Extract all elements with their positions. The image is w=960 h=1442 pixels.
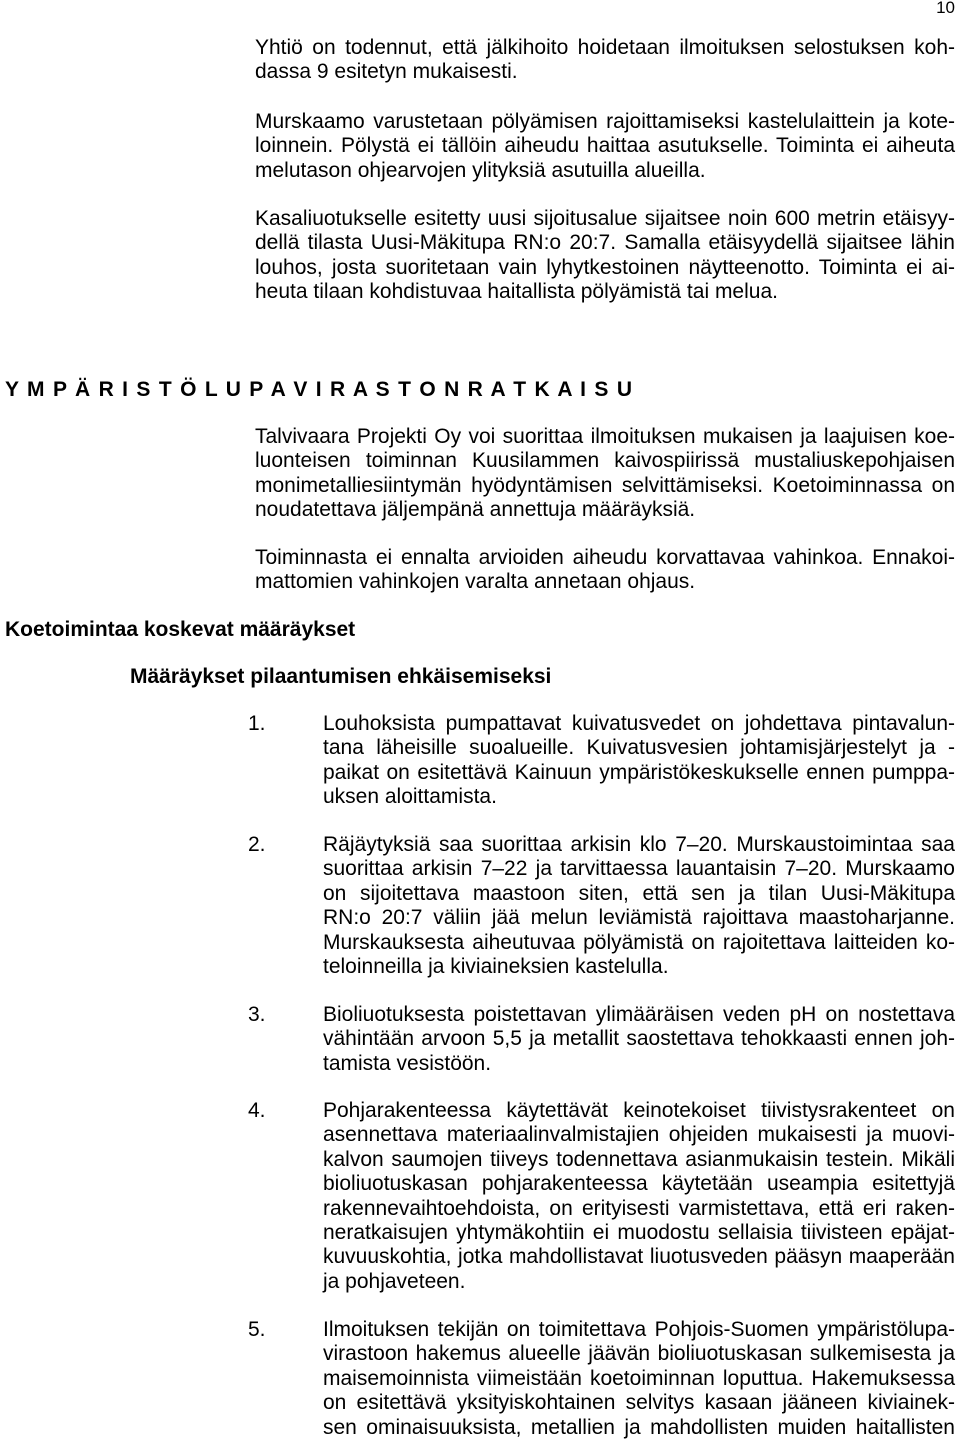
item-line: uksen aloittamista. <box>323 785 497 809</box>
item-line: kuvuuskohtia, jotka mahdollistavat liuotusveden pääsyn maaperään <box>323 1245 955 1269</box>
item-number: 2. <box>248 833 266 856</box>
item-line: Murskauksesta aiheutuvaa pölyämistä on rajoitettava laitteiden ko- <box>323 930 955 954</box>
item-line: sen ominaisuuksista, metallien ja mahdollisten muiden haitallisten <box>323 1415 955 1439</box>
item-line: Ilmoituksen tekijän on toimitettava Pohjois-Suomen ympäristölupa- <box>323 1318 955 1341</box>
paragraph-line: monimetalliesiintymän hyödyntämisen selvittämiseksi. Koetoiminnassa on <box>255 473 955 497</box>
item-line: teloinneilla ja kiviaineksien kastelulla. <box>323 954 669 978</box>
item-text <box>323 1099 955 1294</box>
item-text <box>323 1003 955 1076</box>
item-line: maisemoinnista viimeistään koetoiminnan loputtua. Hakemuksessa <box>323 1366 955 1390</box>
paragraph-line: Toiminnasta ei ennalta arvioiden aiheudu korvattavaa vahinkoa. Ennakoi- <box>255 546 955 569</box>
item-line: on sijoitettava maastoon siten, että sen ja tilan Uusi-Mäkitupa <box>323 881 955 905</box>
item-line: asennettava materiaalinvalmistajien ohjeiden mukaisesti ja muovi- <box>323 1123 955 1147</box>
regulation-item <box>248 712 955 810</box>
decision-paragraph <box>255 425 955 523</box>
paragraph-line: mattomien vahinkojen varalta annetaan ohjaus. <box>255 570 696 594</box>
regulation-item <box>248 1318 955 1440</box>
intro-paragraph <box>255 36 955 85</box>
paragraph-line: louhos, josta suoritetaan vain lyhytkestoinen näytteenotto. Toiminta ei ai- <box>255 255 955 279</box>
regulation-item <box>248 833 955 979</box>
item-number: 1. <box>248 712 266 735</box>
page-number: 10 <box>936 0 955 17</box>
intro-paragraph <box>255 110 955 183</box>
item-line: tamista vesistöön. <box>323 1051 492 1075</box>
regulation-item <box>248 1003 955 1076</box>
paragraph-line: dellä tilasta Uusi-Mäkitupa RN:o 20:7. Samalla etäisyydellä sijaitsee lähin <box>255 231 955 255</box>
paragraph-line: loinnein. Pölystä ei tällöin aiheudu haittaa asutukselle. Toiminta ei aiheuta <box>255 134 955 158</box>
paragraph-line: melutason ohjearvojen ylityksiä asutuilla alueilla. <box>255 158 706 182</box>
item-line: Pohjarakenteessa käytettävät keinotekoiset tiivistysrakenteet on <box>323 1099 955 1122</box>
item-line: tana läheisille suoalueille. Kuivatusvesien johtamisjärjestelyt ja - <box>323 736 955 760</box>
item-text <box>323 1318 955 1440</box>
item-line: ja pohjaveteen. <box>323 1269 466 1293</box>
paragraph-line: Kasaliuotukselle esitetty uusi sijoitusalue sijaitsee noin 600 metrin etäisyy- <box>255 207 955 230</box>
item-line: on esitettävä yksityiskohtainen selvitys kasaan jääneen kiviainek- <box>323 1391 955 1415</box>
item-line: neratkaisujen yhtymäkohtiin ei muodostu sellaisia tiivisteen epäjat- <box>323 1220 955 1244</box>
decision-paragraph <box>255 546 955 595</box>
item-line: paikat on esitettävä Kainuun ympäristökeskukselle ennen pumppa- <box>323 760 955 784</box>
decision-heading: Y M P Ä R I S T Ö L U P A V I R A S T O N R A T K A I S U <box>5 378 632 401</box>
paragraph-line: Murskaamo varustetaan pölyämisen rajoittamiseksi kastelulaittein ja kote- <box>255 110 955 133</box>
item-line: rakennevaihtoehdoista, on erityisesti varmistettava, että eri raken- <box>323 1196 955 1220</box>
regulation-item <box>248 1099 955 1294</box>
paragraph-line: dassa 9 esitetyn mukaisesti. <box>255 60 518 84</box>
intro-paragraph <box>255 207 955 305</box>
paragraph-line: Talvivaara Projekti Oy voi suorittaa ilmoituksen mukaisen ja laajuisen koe- <box>255 425 955 448</box>
item-line: Louhoksista pumpattavat kuivatusvedet on johdettava pintavalun- <box>323 712 955 735</box>
item-number: 4. <box>248 1099 266 1122</box>
item-line: virastoon hakemus alueelle jäävän bioliuotuskasan sulkemisesta ja <box>323 1342 955 1366</box>
item-line: Bioliuotuksesta poistettavan ylimääräisen veden pH on nostettava <box>323 1003 955 1026</box>
item-number: 5. <box>248 1318 266 1341</box>
item-line: suorittaa arkisin 7–22 ja tarvittaessa lauantaisin 7–20. Murskaamo <box>323 857 955 881</box>
paragraph-line: Yhtiö on todennut, että jälkihoito hoidetaan ilmoituksen selostuksen koh- <box>255 36 955 59</box>
item-text <box>323 833 955 979</box>
item-number: 3. <box>248 1003 266 1026</box>
item-text <box>323 712 955 810</box>
paragraph-line: luonteisen toiminnan Kuusilammen kaivospiirissä mustaliuskepohjaisen <box>255 449 955 473</box>
item-line: Räjäytyksiä saa suorittaa arkisin klo 7–20. Murskaustoimintaa saa <box>323 833 955 856</box>
paragraph-line: heuta tilaan kohdistuvaa haitallista pölyämistä tai melua. <box>255 280 778 304</box>
item-line: kalvon saumojen tiiveys todennettava asianmukaisin testein. Mikäli <box>323 1147 955 1171</box>
item-line: bioliuotuskasan pohjarakenteessa käytetään useampia esitettyjä <box>323 1172 955 1196</box>
item-line: RN:o 20:7 väliin jää melun leviämistä rajoittava maastoharjanne. <box>323 906 955 930</box>
regulations-heading: Koetoimintaa koskevat määräykset <box>5 618 356 641</box>
paragraph-line: noudatettava jäljempänä annettuja määräyksiä. <box>255 498 696 522</box>
item-line: vähintään arvoon 5,5 ja metallit saostettava tehokkaasti ennen joh- <box>323 1027 955 1051</box>
pollution-prevention-subheading: Määräykset pilaantumisen ehkäisemiseksi <box>130 665 552 688</box>
